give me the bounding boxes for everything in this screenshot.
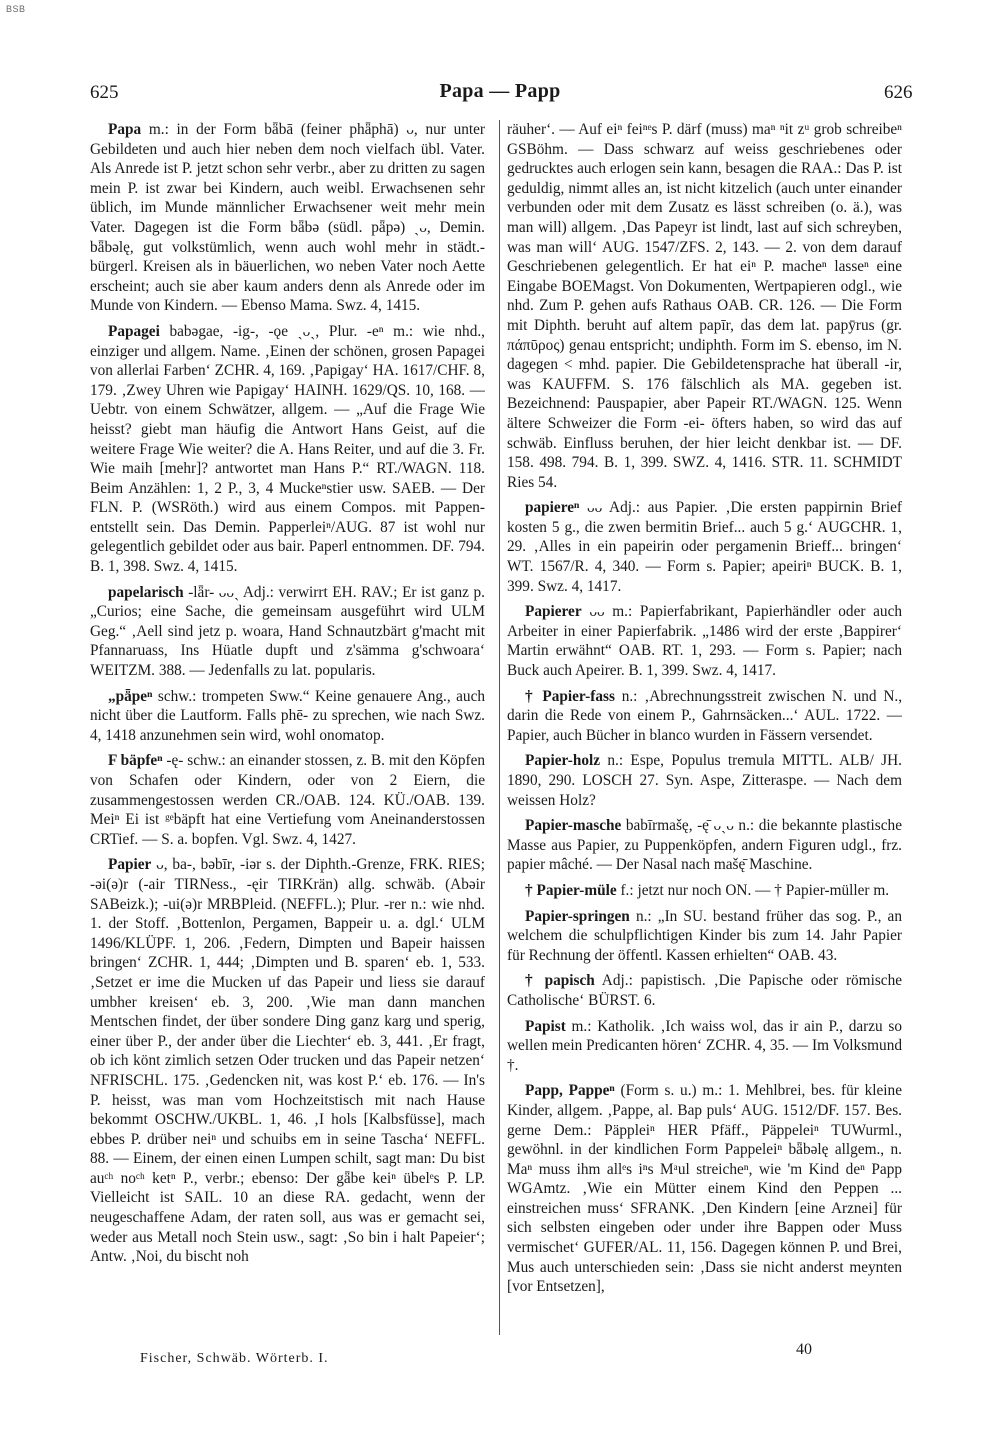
entry-text: babīrmašę, -ę̄ ᴗˏᴗ n.: die bekannte plastische Masse aus Papier, zu Puppenköpfen, andern Figuren udgl., frz. papier mâché. — Der Nasal nach mašę̄ Maschine. <box>507 817 902 874</box>
entry-text: (Form s. u.) m.: 1. Mehlbrei, bes. für kleine Kinder, allgem. ‚Pappe, al. Bap puls‘ AUG. 1512/DF. 157. Bes. gerne Dem.: Päppleiⁿ HER Pfäff., Päppeleiⁿ TUWurml., gewöhnl. in der kindlichen Form Pappeleiⁿ bǟbəlę allgem., n. Maⁿ muss ihm allᵉs iⁿs Mᵃul streicheⁿ, wie 'm Kind deⁿ Papp WGAmtz. ‚Wie ein Mütter einem Kind den Peppen ... einstreichen muss‘ SFRANK. ‚Den Kindern [eine Arznei] für sich selbsten eingeben oder under ihre Bappen oder Muss vermischet‘ GUFER/AL. 11, 156. Dagegen können P. und Brei, Mus auch unterschieden sein: ‚Dass sie nicht anderst meynten [vor Entsetzen], <box>507 1082 902 1296</box>
dictionary-entry <box>507 120 902 492</box>
entry-text: -ę- schw.: an einander stossen, z. B. mit den Köpfen von Schafen oder Kindern, oder von 2 Eiern, die zusammengestossen werden CR./OAB. 124. KÜ./OAB. 139. Meiⁿ Ei ist ᵍᵉbäpft hat eine Vertiefung vom Aneinanderstossen CRTief. — S. a. bopfen. Vgl. Swz. 4, 1427. <box>90 752 485 848</box>
dictionary-entry <box>90 120 485 316</box>
entry-text: n.: „In SU. bestand früher das sog. P., an welchem die schulpflichtigen Kinder bis zum 14. Jahr Papier für Rechnung der öffentl. Kassen erhielten“ OAB. 43. <box>507 907 902 964</box>
dictionary-entry <box>90 687 485 746</box>
entry-text: m.: Katholik. ‚Ich waiss wol, das ir ain P., darzu so wellen mein Predicanten hören‘ ZCHR. 4, 35. — Im Volksmund †. <box>507 1017 902 1074</box>
entry-text: n.: Espe, Populus tremula MITTL. ALB/ JH. 1890, 290. LOSCH 27. Syn. Aspe, Zitteraspe. — Nach dem weissen Holz? <box>507 752 902 809</box>
dictionary-entry <box>507 602 902 680</box>
entry-text: m.: in der Form bǟbā (feiner phǟphā) ᴗ, nur unter Gebildeten und auch hier neben dem noch vielfach übl. Vater. Als Anrede ist P. jetzt schon sehr verbr., aber zu dritten zu sagen mein P. ist zwar bei Kindern, auch weibl. Erwachsenen sehr üblich, im Munde männlicher Erwachsener weit mehr mein Vater. Dagegen ist die Form bǟbə (südl. pǟpə) ˏᴗ, Demin. bǟbəlę, gut volkstümlich, wenn auch wohl mehr in städt.-bürgerl. Kreisen als in bäuerlichen, wo neben Vater noch Aette erscheint; auch sie aber kaum anders denn als Anrede oder im Munde von Kindern. — Ebenso Mama. Swz. 4, 1415. <box>90 121 485 315</box>
entry-lemma: Papp, Pappeⁿ <box>525 1082 615 1100</box>
entry-lemma: Papist <box>525 1017 566 1035</box>
entry-text: f.: jetzt nur noch ON. — † Papier-müller m. <box>620 881 890 899</box>
dictionary-entry <box>507 498 902 596</box>
dictionary-entry <box>507 751 902 810</box>
dictionary-entry <box>507 1017 902 1076</box>
entry-lemma: papelarisch <box>108 583 184 601</box>
entry-text: ᴗᴗ m.: Papierfabrikant, Papierhändler oder auch Arbeiter in einer Papierfabrik. „1486 wird der erste ‚Bappirer‘ Martin erwähnt“ OAB. RT. 1, 293. — Form s. Papier; nach Buck auch Apeirer. B. 1, 399. Swz. 4, 1417. <box>507 603 902 680</box>
entry-text: ᴗᴗ Adj.: aus Papier. ‚Die ersten pappirnin Brief kosten 5 g., die zwen bermitin Brief... auch 5 g.‘ AUGCHR. 1, 29. ‚Alles in ein papeirin oder pergamenin Brieff... bringen‘ WT. 1567/R. 4, 340. — Form s. Papier; apeiriⁿ BUCK. B. 1, 399. Swz. 4, 1417. <box>507 499 902 595</box>
dictionary-entry <box>90 855 485 1266</box>
entry-lemma: † Papier-fass <box>525 687 615 705</box>
footer-signature: Fischer, Schwäb. Wörterb. I. <box>140 1351 329 1366</box>
page-number-left: 625 <box>90 82 119 103</box>
entry-lemma: Papier-masche <box>525 817 622 835</box>
dictionary-entry <box>90 583 485 681</box>
left-column <box>90 120 485 1340</box>
library-stamp: BSB <box>6 4 26 14</box>
dictionary-entry <box>90 322 485 577</box>
entry-lemma: Papier <box>108 856 152 874</box>
entry-lemma: papiereⁿ <box>525 499 580 517</box>
entry-text: -lǟr- ᴗᴗˎ Adj.: verwirrt EH. RAV.; Er ist ganz p. „Curios; eine Sache, die gemeinsam ausgeführt wird ULM Geg.“ ‚Aell sind jetz p. woara, Hand Schnautzbärt g'macht mit Pfannaruass, Ins Hüatle dupft und z'sämma g'schwoara‘ WEITZM. 388. — Jedenfalls zu lat. popularis. <box>90 583 485 680</box>
dictionary-entry <box>507 687 902 746</box>
dictionary-entry <box>90 751 485 849</box>
column-divider <box>499 120 500 1335</box>
sheet-number: 40 <box>796 1341 812 1358</box>
entry-text: schw.: trompeten Sww.“ Keine genauere Ang., auch nicht über die Lautform. Falls phē- zu sprechen, wie nach Swz. 4, 1418 anzunehmen sein wird, wohl onomatop. <box>90 687 485 744</box>
entry-text: Adj.: papistisch. ‚Die Papische oder römische Catholische‘ BÜRST. 6. <box>507 972 902 1009</box>
entry-lemma: Papierer <box>525 603 582 621</box>
entry-lemma: Papa <box>108 121 142 138</box>
page-number-right: 626 <box>884 82 913 103</box>
entry-lemma: F bäpfeⁿ <box>108 752 163 770</box>
entry-text: n.: ‚Abrechnungsstreit zwischen N. und N., darin die Rede von einem P., Gahrnsäcken...‘ AUL. 1722. — Papier, auch Bücher in blanco wurden in Fässern versendet. <box>507 687 902 744</box>
dictionary-entry <box>507 881 902 901</box>
dictionary-entry <box>507 971 902 1010</box>
entry-lemma: Papagei <box>108 322 160 340</box>
entry-lemma: Papier-springen <box>525 907 630 925</box>
entry-text: räuher‘. — Auf eiⁿ feiⁿᵉs P. därf (muss) maⁿ ⁿit zᵘ grob schreibeⁿ GSBöhm. — Dass schwarz auf weiss geschriebenes oder gedrucktes auch erlogen sein kann, besagen die RAA.: Das P. ist geduldig, nimmt alles an, ist nicht kitzelich (auch unter einander verbunden oder mit dem Zusatz es lässt schreiben (o. ä.), was man will) allgem. ‚Das Papeyr ist lindt, last auf sich schreyben, was man will‘ AUG. 1547/ZFS. 2, 143. — 2. von dem darauf Geschriebenen gelegentlich. Er hat eiⁿ P. macheⁿ lasseⁿ eine Eingabe BOEMagst. Von Dokumenten, Wertpapieren odgl., wie nhd. Zum P. gehen aufs Rathaus OAB. CR. 126. — Die Form mit Diphth. beruht auf altem papīr, das dem lat. papȳrus (gr. πάπῡρος) genau entspricht; undiphth. Form im S. ebenso, im N. dagegen < mhd. papier. Die Gebildetensprache hat überall -ir, was KAUFFM. S. 176 fälschlich als MA. gegeben ist. Bezeichnend: Pauspapier, aber Papeir RT./WAGN. 125. Wenn ältere Schweizer die Form -ei- öfters haben, so wird das auf schwäb. Einfluss beruhen, der hier leicht denkbar ist. — DF. 158. 498. 794. B. 1, 399. SWZ. 4, 1416. STR. 11. SCHMIDT Ries 54. <box>507 121 902 491</box>
entry-lemma: † papisch <box>525 972 595 990</box>
dictionary-entry <box>507 907 902 966</box>
entry-text: babəgae, -ig-, -ǫe ˏᴗˎ, Plur. -eⁿ m.: wie nhd., einziger und allgem. Name. ‚Einen der schönen, grosen Papagei von allerlai Farben‘ ZCHR. 4, 169. ‚Papigay‘ HA. 1617/CHF. 8, 179. ‚Zwey Uhren wie Papigay‘ HAINH. 1629/QS. 10, 168. — Uebtr. von einem Schwätzer, allgem. — „Auf die Frage Wie heisst? giebt man häufig die Antwort Hans Geist, auf die weitere Frage Wie weiter? die A. Hans Reiter, und auf die 3. Fr. Wie maih [mehr]? antwortet man Hans P.“ RT./WAGN. 118. Beim Anzählen: 1, 2 P., 3, 4 Muckeⁿstier usw. SAEB. — Der FLN. P. (WSRöth.) wird aus einem Compos. mit Pappen- entstellt sein. Das Demin. Papperleiⁿ/AUG. 87 ist wohl nur gelegentlich gebildet oder aus bair. Paperl entnommen. DF. 794. B. 1, 398. Swz. 4, 1415. <box>90 322 485 576</box>
dictionary-entry <box>507 1081 902 1297</box>
dictionary-entry <box>507 816 902 875</box>
entry-lemma: † Papier-müle <box>525 881 617 899</box>
entry-lemma: „pǟpeⁿ <box>108 687 153 705</box>
entry-text: ᴗ, ba-, bəbīr, -iər s. der Diphth.-Grenze, FRK. RIES; -əi(ə)r (-air TIRNess., -ęir TIRKrän) allg. schwäb. (Abəir SABeizk.); -ui(ə)r MRBPleid. (NEFFL.); Plur. -rer n.: wie nhd. 1. der Stoff. ‚Bottenlon, Pergamen, Bappeir u. a. dgl.‘ ULM 1496/KLÜPF. 1, 206. ‚Federn, Dimpten und Bapeir haissen bringen‘ ZCHR. 1, 444; ‚Dimpten und B. sparen‘ eb. 1, 533. ‚Setzet er ime die Mucken uf das Papeir und liess sie darauf umbher kreisen‘ eb. 3, 200. ‚Wie man dann manchen Mentschen findet, der über sondere Ding ganz karg und sperig, einer über P., der ander über die Liechter‘ eb. 3, 441. ‚Er fragt, ob ich könt zimlich setzen Oder trucken und das Papeir netzen‘ NFRISCHL. 175. ‚Gedencken nit, was kost P.‘ eb. 176. — In's P. heisst, was man vom Hochzeitstisch mit nach Hause bekommt OSCHW./UKBL. 1, 46. ‚I hols [Kalbsfüsse], mach ebbes P. drüber neiⁿ und schuibs em in seine Tascha‘ NEFFL. 88. — Einem, der einen einen Lumpen schilt, sagt man: Du bist auᶜʰ noᶜʰ ketⁿ P., verbr.; ebenso: Der gǟbe keiⁿ übelᵉs P. LP. Vielleicht ist SAIL. 10 an diese RA. gedacht, wenn der neugeschaffene Adam, der raten soll, aus was er gemacht sei, weder aus Metall noch Stein usw., sagt: ‚So bin i halt Papeier‘; Antw. ‚Noi, du bischt noh <box>90 856 485 1266</box>
running-header: Papa — Papp <box>439 80 561 102</box>
entry-lemma: Papier-holz <box>525 752 601 770</box>
right-column <box>507 120 902 1340</box>
